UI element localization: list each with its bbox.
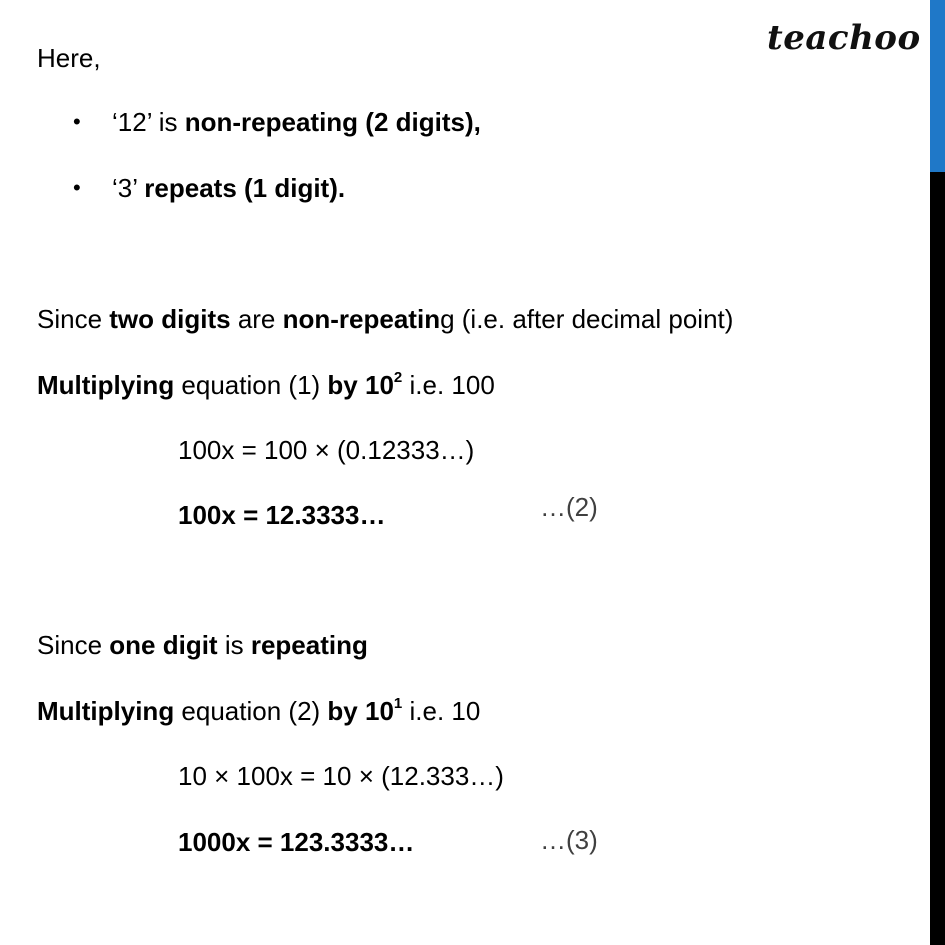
since2-b2: repeating [250,630,368,660]
mult2-sup: 1 [393,695,403,713]
equation-2-bold: 100x = 12.3333… [178,500,386,530]
sidebar-accent [930,0,945,172]
equation-ref-3: …(3) [540,825,598,855]
bullet-1-text: ‘12’ is [112,107,185,137]
mult2-b1: Multiplying [37,696,175,726]
bullet-2 [112,173,345,203]
mult2-b2: by 10 [327,696,394,726]
equation-1: 100x = 100 × (0.12333…) [178,435,475,465]
since1-t3: g (i.e. after decimal point) [440,304,734,334]
since1-b1: two digits [109,304,231,334]
mult2-t2: i.e. 10 [402,696,481,726]
since2-t2: is [217,630,251,660]
since1-t1: Since [37,304,110,334]
mult1-b2: by 10 [327,370,394,400]
multiplying-line-1 [37,370,495,400]
equation-4-bold: 1000x = 123.3333… [178,827,415,857]
since2-b1: one digit [109,630,218,660]
multiplying-line-2 [37,696,480,726]
since-two-digits-line [37,304,733,334]
equation-3: 10 × 100x = 10 × (12.333…) [178,761,504,791]
mult1-t1: equation (1) [174,370,328,400]
bullet-1-glyph: • [73,109,81,134]
bullet-1 [112,107,481,137]
mult1-sup: 2 [393,369,403,387]
bullet-2-glyph: • [73,175,81,200]
mult2-t1: equation (2) [174,696,328,726]
equation-2 [178,500,385,530]
bullet-1-bold: non-repeating (2 digits), [184,107,481,137]
intro-text: Here, [37,43,101,73]
mult1-b1: Multiplying [37,370,175,400]
since1-b2: non-repeatin [282,304,441,334]
since-one-digit-line [37,630,368,660]
bullet-2-bold: repeats (1 digit). [144,173,346,203]
equation-4 [178,827,414,857]
equation-ref-2: …(2) [540,492,598,522]
sidebar-bar [930,0,945,945]
mult1-t2: i.e. 100 [402,370,495,400]
teachoo-logo: teachoo [767,18,921,58]
since2-t1: Since [37,630,110,660]
bullet-2-text: ‘3’ [112,173,145,203]
since1-t2: are [230,304,283,334]
